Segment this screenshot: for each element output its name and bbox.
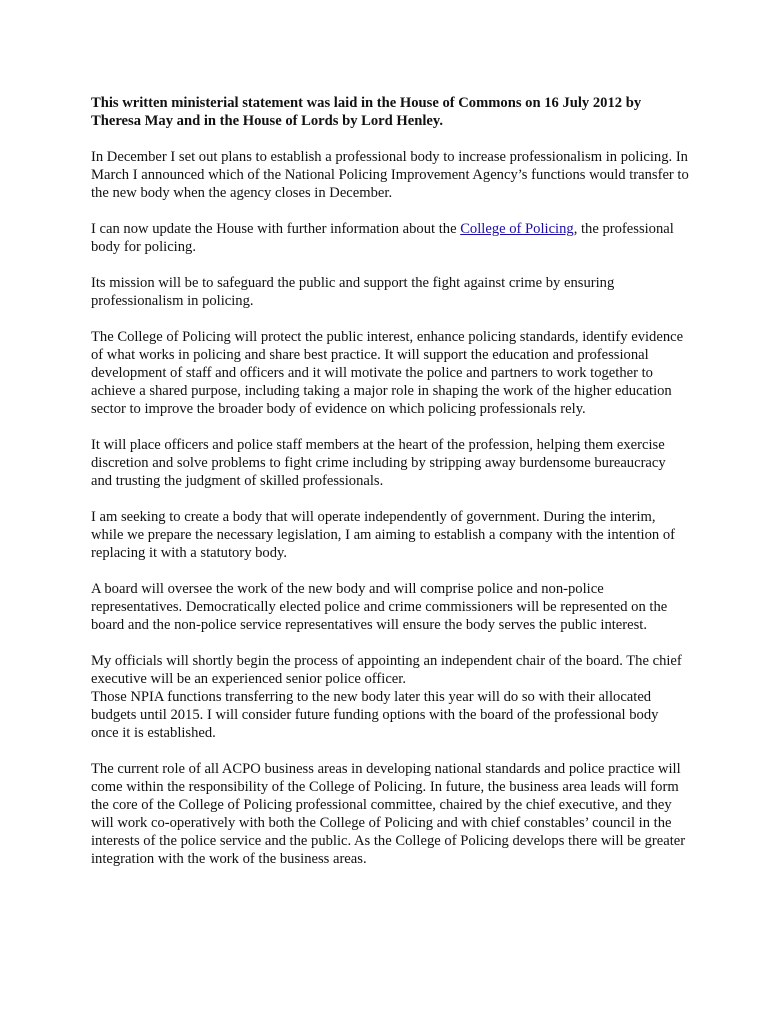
paragraph-responsibilities: The College of Policing will protect the public interest, enhance policing standards, identify evidence of what works in policing and share best practice. It will support the education and professional development of staff and officers and it will motivate the police and partners to work together to achieve a shared purpose, including taking a major role in shaping the work of the higher education sector to improve the broader body of evidence on which policing professionals rely. (91, 329, 684, 417)
paragraph-plans: In December I set out plans to establish a professional body to increase professionalism in policing. In March I announced which of the National Policing Improvement Agency’s functions would transfer to the new body when the agency closes in December. (91, 149, 689, 201)
paragraph-mission: Its mission will be to safeguard the public and support the fight against crime by ensuring professionalism in policing. (91, 275, 615, 309)
paragraph-chair: My officials will shortly begin the process of appointing an independent chair of the board. The chief executive will be an experienced senior police officer. (91, 653, 682, 687)
paragraph-board: A board will oversee the work of the new body and will comprise police and non-police representatives. Democratically elected police and crime commissioners will be represented on the board and the non-police service representatives will ensure the body serves the public interest. (91, 581, 668, 633)
paragraph-update-text-before: I can now update the House with further information about the (91, 221, 461, 237)
paragraph-acpo: The current role of all ACPO business areas in developing national standards and police practice will come within the responsibility of the College of Policing. In future, the business area leads will form the core of the College of Policing professional committee, chaired by the chief executive, and they will work co-operatively with both the College of Policing and with chief constables’ council in the interests of the police service and the public. As the College of Policing develops there will be greater integration with the work of the business areas. (91, 761, 686, 867)
college-of-policing-link[interactable]: College of Policing (460, 221, 574, 237)
paragraph-update-text-after: , the professional body for policing. (91, 221, 674, 255)
paragraph-independence: I am seeking to create a body that will operate independently of government. During the interim, while we prepare the necessary legislation, I am aiming to establish a company with the intention of replacing it with a statutory body. (91, 509, 675, 561)
paragraph-update (91, 220, 689, 256)
paragraph-officers: It will place officers and police staff members at the heart of the profession, helping them exercise discretion and solve problems to fight crime including by stripping away burdensome bureaucracy and trusting the judgment of skilled professionals. (91, 437, 666, 489)
statement-intro: This written ministerial statement was laid in the House of Commons on 16 July 2012 by Theresa May and in the House of Lords by Lord Henley. (91, 95, 642, 129)
document-body (91, 94, 689, 886)
paragraph-funding: Those NPIA functions transferring to the new body later this year will do so with their allocated budgets until 2015. I will consider future funding options with the board of the professional body once it is established. (91, 689, 659, 741)
